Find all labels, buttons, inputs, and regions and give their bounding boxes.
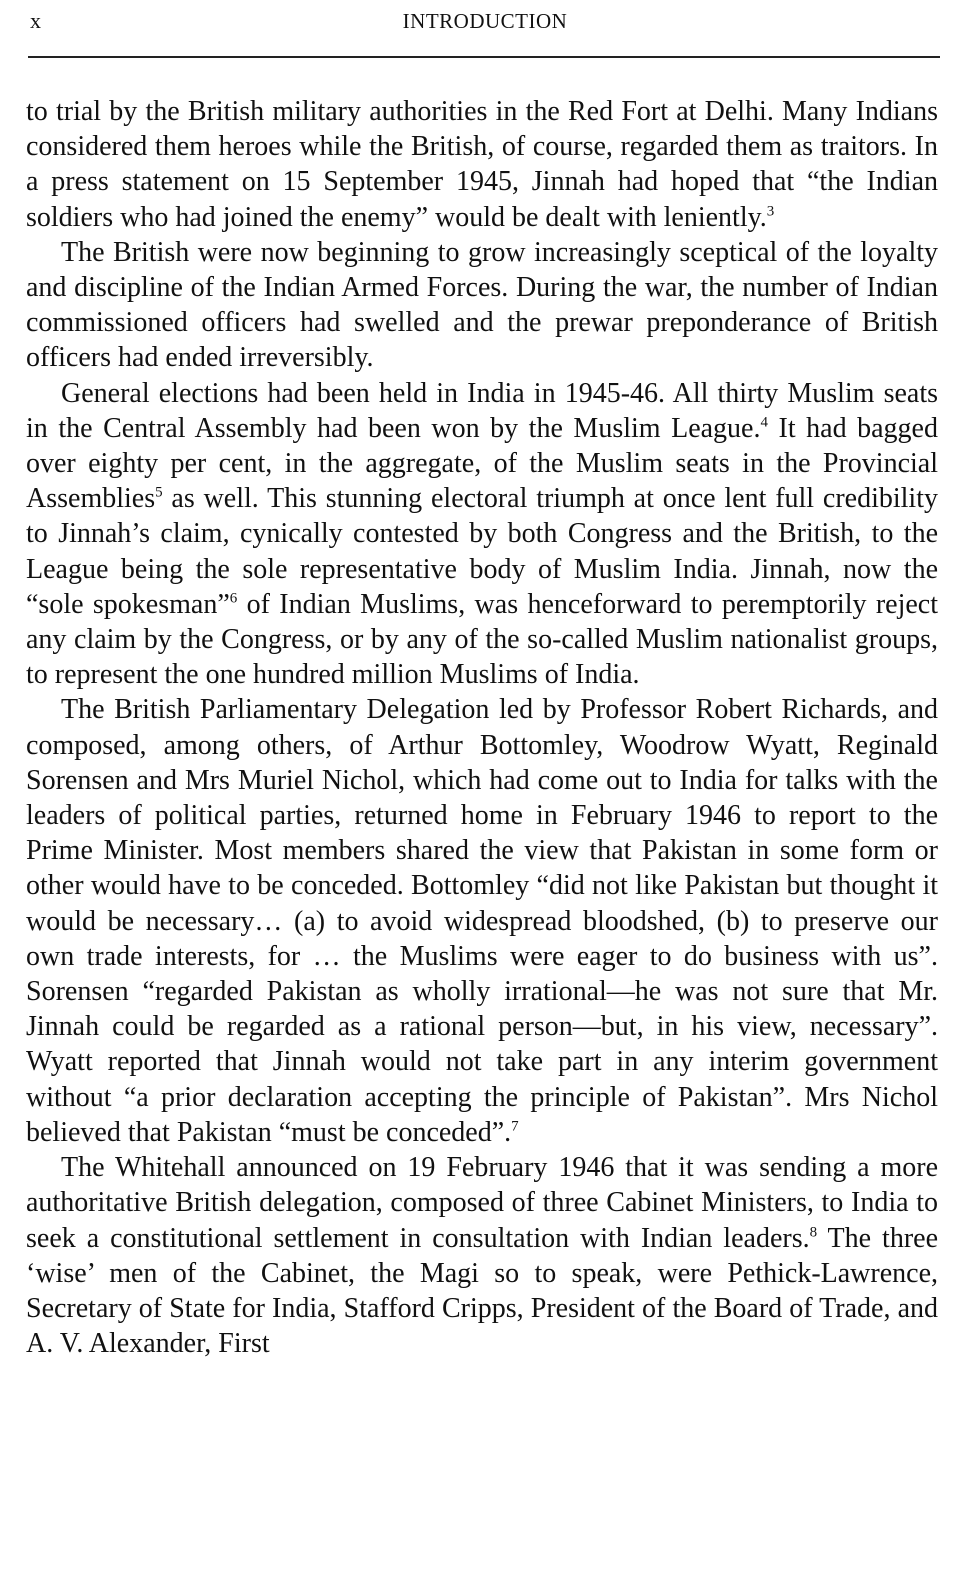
body-text	[26, 94, 938, 1361]
footnote-marker[interactable]: 6	[229, 590, 238, 607]
paragraph	[26, 376, 938, 693]
paragraph	[26, 692, 938, 1150]
paragraph-text: as well. This stunning electoral triumph at once lent full credibility to Jinnah’s claim, cynically contested by both Congress and the British, to the League being the sole representative body of Muslim India. Jinnah, now the “sole spokesman”	[26, 483, 938, 620]
paragraph-text: The British Parliamentary Delegation led by Professor Robert Richards, and composed, among others, of Arthur Bottomley, Woodrow Wyatt, Reginald Sorensen and Mrs Muriel Nichol, which had come out to India for talks with the leaders of political parties, returned home in February 1946 to report to the Prime Minister. Most members shared the view that Pakistan in some form or other would have to be conceded. Bottomley “did not like Pakistan but thought it would be necessary… (a) to avoid widespread bloodshed, (b) to preserve our own trade interests, for … the Muslims were eager to do business with us”. Sorensen “regarded Pakistan as wholly irrational—he was not sure that Mr. Jinnah could be regarded as a rational person—but, in his view, necessary”. Wyatt reported that Jinnah would not take part in any interim government without “a prior declaration accepting the principle of Pakistan”. Mrs Nichol believed that Pakistan “must be conceded”.	[26, 694, 938, 1148]
paragraph-text: The Whitehall announced on 19 February 1946 that it was sending a more authoritative British delegation, composed of three Cabinet Ministers, to India to seek a constitutional settlement in consultation with Indian leaders.	[26, 1152, 938, 1254]
header-rule	[28, 56, 940, 58]
footnote-marker[interactable]: 7	[511, 1118, 519, 1135]
paragraph-text: to trial by the British military authorities in the Red Fort at Delhi. Many Indians considered them heroes while the British, of course, regarded them as traitors. In a press statement on 15 September 1945, Jinnah had hoped that “the Indian soldiers who had joined the enemy” would be dealt with leniently.	[26, 96, 938, 233]
paragraph-text: of Indian Muslims, was henceforward to peremptorily reject any claim by the Congress, or by any of the so-called Muslim nationalist groups, to represent the one hundred million Muslims of India.	[26, 588, 938, 691]
paragraph-text: General elections had been held in India in 1945-46. All thirty Muslim seats in the Central Assembly had been won by the Muslim League.	[26, 377, 938, 444]
footnote-marker[interactable]: 5	[155, 484, 163, 501]
paragraph	[26, 1150, 938, 1361]
page-number: x	[30, 8, 41, 33]
footnote-marker[interactable]: 8	[809, 1224, 818, 1241]
footnote-marker[interactable]: 3	[766, 203, 775, 220]
footnote-marker[interactable]: 4	[760, 414, 768, 431]
running-head	[30, 6, 940, 36]
paragraph-text: The three ‘wise’ men of the Cabinet, the Magi so to speak, were Pethick-Lawrence, Secretary of State for India, Stafford Cripps, President of the Board of Trade, and A. V. Alexander, First	[26, 1222, 938, 1360]
running-head-title: INTRODUCTION	[402, 9, 568, 33]
paragraph	[26, 94, 938, 235]
paragraph	[26, 235, 938, 376]
paragraph-text: It had bagged over eighty per cent, in the aggregate, of the Muslim seats in the Provincial Assemblies	[26, 412, 938, 515]
paragraph-text: The British were now beginning to grow increasingly sceptical of the loyalty and discipline of the Indian Armed Forces. During the war, the number of Indian commissioned officers had swelled and the prewar preponderance of British officers had ended irreversibly.	[26, 236, 938, 374]
